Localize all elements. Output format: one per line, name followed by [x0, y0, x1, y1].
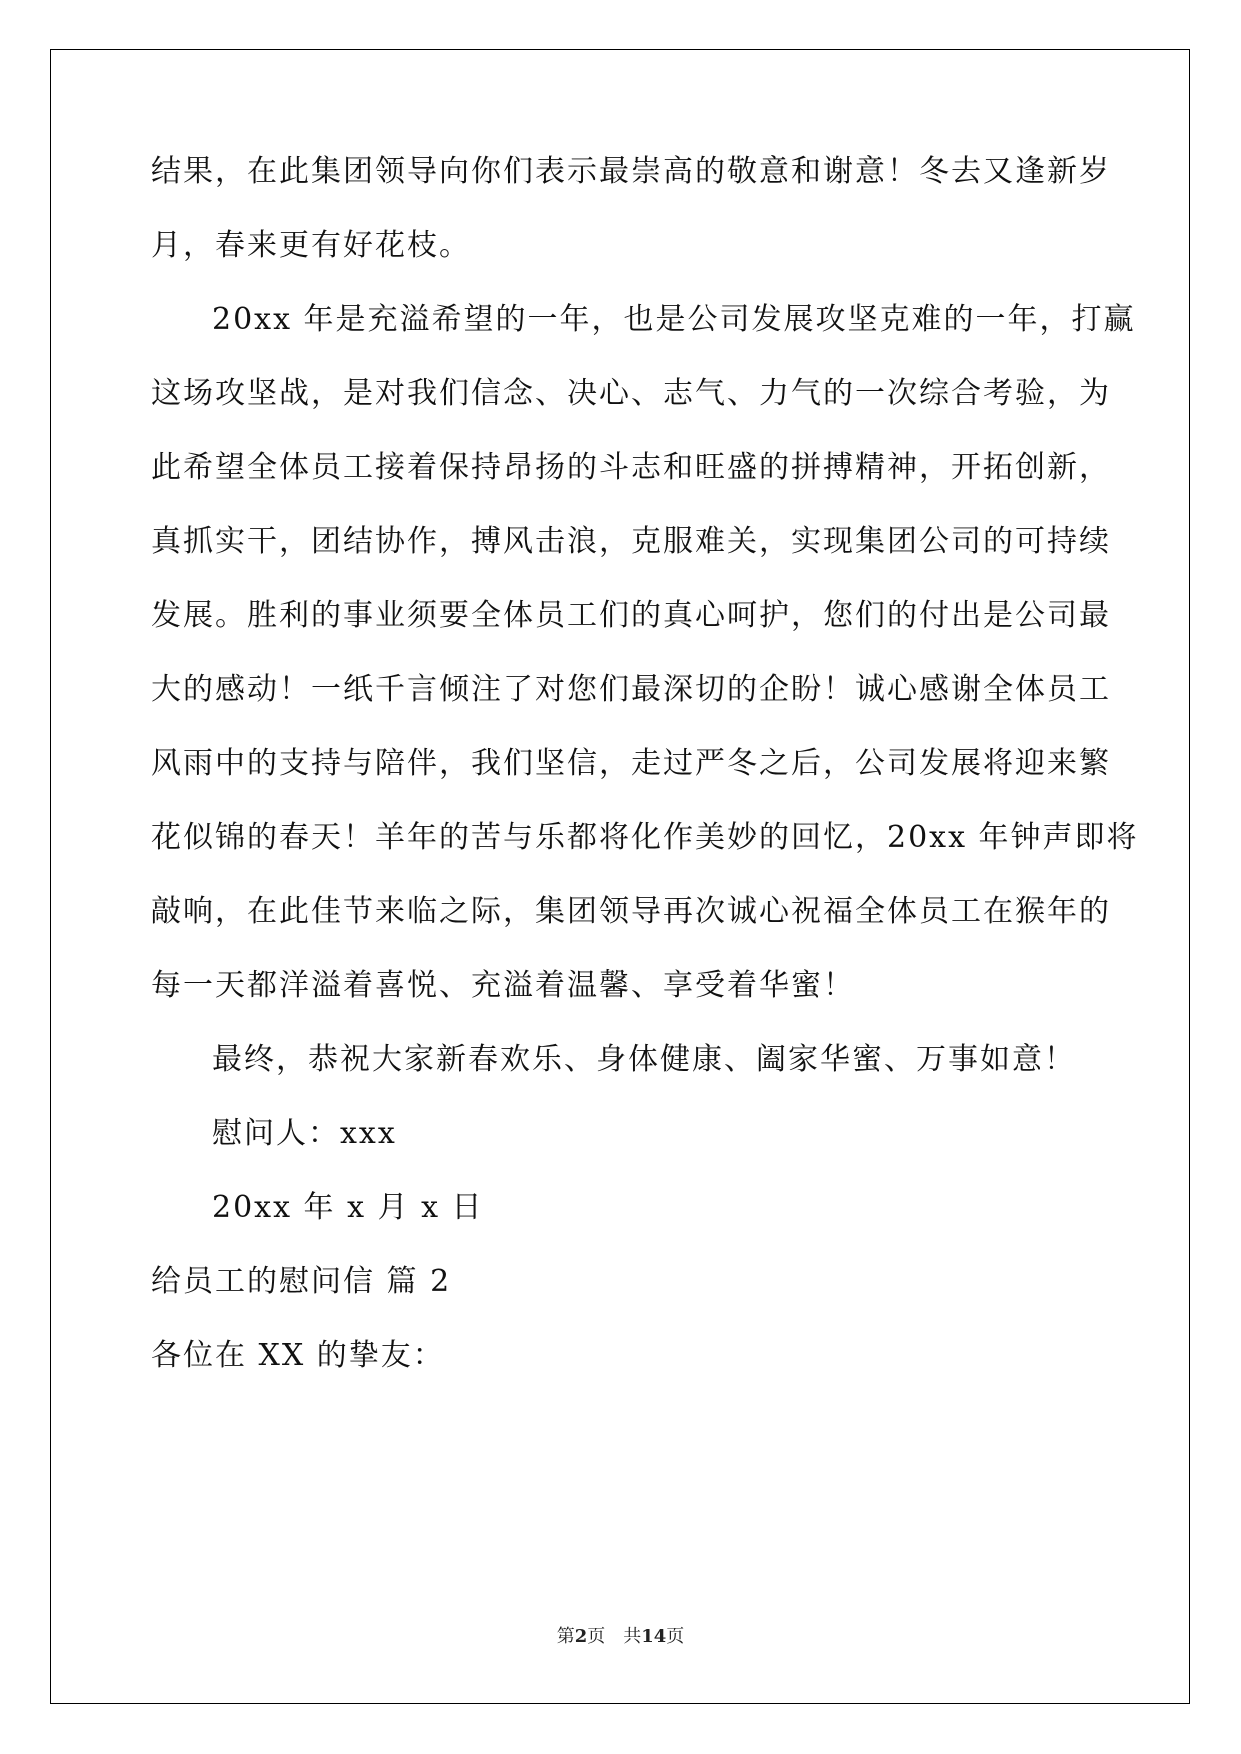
- footer-prefix: 第: [556, 1626, 575, 1647]
- body-line: 大的感动！一纸千言倾注了对您们最深切的企盼！诚心感谢全体员工: [151, 672, 1111, 707]
- salutation: 各位在 XX 的挚友：: [151, 1338, 445, 1373]
- section-title: 给员工的慰问信 篇 2: [151, 1264, 452, 1299]
- body-line: 20xx 年是充溢希望的一年，也是公司发展攻坚克难的一年，打赢: [212, 302, 1136, 337]
- page-total: 14: [641, 1626, 667, 1647]
- body-line: 敲响，在此佳节来临之际，集团领导再次诚心祝福全体员工在猴年的: [151, 894, 1111, 929]
- body-line: 花似锦的春天！羊年的苦与乐都将化作美妙的回忆，20xx 年钟声即将: [151, 820, 1139, 855]
- body-line: 月，春来更有好花枝。: [151, 228, 471, 263]
- body-line: 风雨中的支持与陪伴，我们坚信，走过严冬之后，公司发展将迎来繁: [151, 746, 1111, 781]
- date: 20xx 年 x 月 x 日: [212, 1190, 484, 1225]
- body-line: 发展。胜利的事业须要全体员工们的真心呵护，您们的付出是公司最: [151, 598, 1111, 633]
- body-line: 这场攻坚战，是对我们信念、决心、志气、力气的一次综合考验，为: [151, 376, 1111, 411]
- page-number: 2: [574, 1626, 588, 1647]
- footer-suffix: 页: [666, 1626, 685, 1647]
- closing-wish: 最终，恭祝大家新春欢乐、身体健康、阖家华蜜、万事如意！: [212, 1042, 1076, 1077]
- page-footer: [0, 1622, 1241, 1648]
- signer: 慰问人：xxx: [212, 1116, 397, 1151]
- body-line: 此希望全体员工接着保持昂扬的斗志和旺盛的拼搏精神，开拓创新，: [151, 450, 1111, 485]
- page-border: [50, 49, 1190, 1704]
- body-line: 真抓实干，团结协作，搏风击浪，克服难关，实现集团公司的可持续: [151, 524, 1111, 559]
- footer-mid: 页 共: [587, 1626, 642, 1647]
- body-line: 结果，在此集团领导向你们表示最崇高的敬意和谢意！冬去又逢新岁: [151, 154, 1111, 189]
- body-line: 每一天都洋溢着喜悦、充溢着温馨、享受着华蜜！: [151, 968, 855, 1003]
